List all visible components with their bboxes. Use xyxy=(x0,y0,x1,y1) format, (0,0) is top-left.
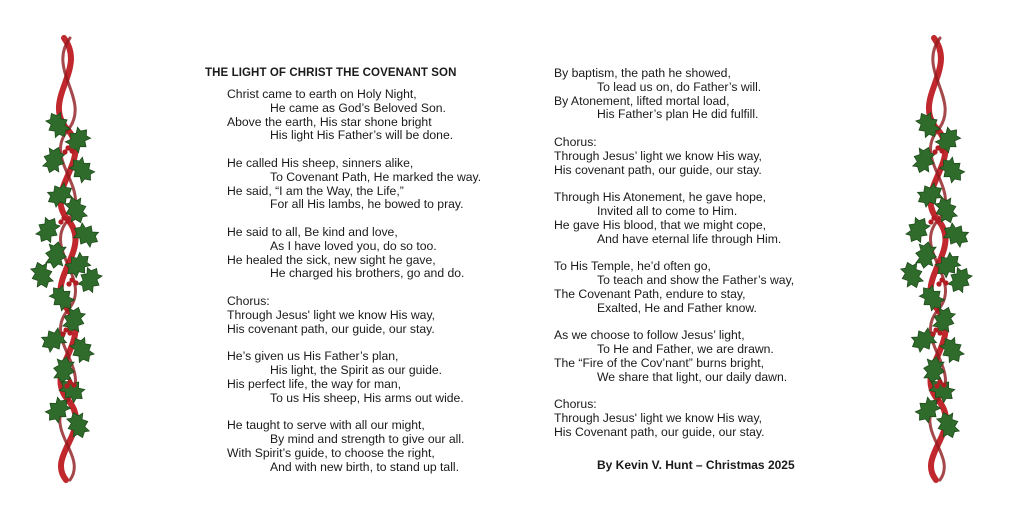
poem-line: His perfect life, the way for man, xyxy=(227,376,402,391)
poem-line: He healed the sick, new sight he gave, xyxy=(227,252,436,267)
berry-icon xyxy=(67,330,72,335)
poem-line: As I have loved you, do so too. xyxy=(270,238,437,253)
berry-icon xyxy=(60,331,65,336)
holly-leaf-icon xyxy=(910,144,939,176)
poem-column-right xyxy=(554,67,854,453)
poem-line: Through His Atonement, he gave hope, xyxy=(554,190,767,205)
poem-line: The Covenant Path, endure to stay, xyxy=(554,286,746,301)
poem-line: He said to all, Be kind and love, xyxy=(227,224,398,239)
poem-line: His covenant path, our guide, our stay. xyxy=(554,162,762,177)
berry-icon xyxy=(937,330,942,335)
berry-icon xyxy=(64,383,69,388)
berry-icon xyxy=(71,382,76,387)
poem-line: And have eternal life through Him. xyxy=(597,231,782,246)
poem-line: For all His lambs, he bowed to pray. xyxy=(270,197,464,212)
stanza xyxy=(554,67,854,122)
poem-line: His light, the Spirit as our guide. xyxy=(270,362,443,377)
stanza xyxy=(227,226,547,281)
poem-line: By Atonement, lifted mortal load, xyxy=(554,93,730,108)
chorus-label: Chorus: xyxy=(554,397,597,412)
stanza xyxy=(227,350,547,405)
stanza xyxy=(554,191,854,246)
holly-leaf-icon xyxy=(902,213,933,246)
stanza xyxy=(554,136,854,177)
poem-line: To Covenant Path, He marked the way. xyxy=(270,169,482,184)
poem-line: With Spirit’s guide, to choose the right, xyxy=(227,445,435,460)
poem-line: He said, “I am the Way, the Life,” xyxy=(227,183,404,198)
poem-byline: By Kevin V. Hunt – Christmas 2025 xyxy=(597,458,795,472)
poem-line: To teach and show the Father’s way, xyxy=(597,272,795,287)
berry-icon xyxy=(73,280,78,285)
chorus-label: Chorus: xyxy=(554,134,597,149)
poem-title: THE LIGHT OF CHRIST THE COVENANT SON xyxy=(205,67,457,79)
stanza xyxy=(554,398,854,439)
poem-line: Through Jesus' light we know His way, xyxy=(227,307,436,322)
berry-icon xyxy=(943,280,948,285)
poem-line: Above the earth, His star shone bright xyxy=(227,114,432,129)
berry-icon xyxy=(932,149,937,154)
holly-garland-right xyxy=(898,30,978,485)
poem-line: Through Jesus’ light we know His way, xyxy=(554,148,762,163)
berry-icon xyxy=(935,218,940,223)
poem-line: Christ came to earth on Holy Night, xyxy=(227,87,417,101)
poem-line: To His Temple, he’d often go, xyxy=(554,259,711,274)
poem-line: Invited all to come to Him. xyxy=(597,203,738,218)
holly-garland-left xyxy=(28,30,108,485)
holly-leaf-icon xyxy=(51,355,76,385)
poem-line: The “Fire of the Cov’nant” burns bright, xyxy=(554,355,764,370)
berry-icon xyxy=(65,218,70,223)
poem-line: To lead us on, do Father’s will. xyxy=(597,79,762,94)
holly-leaf-icon xyxy=(921,355,946,385)
poem-line: By baptism, the path he showed, xyxy=(554,66,731,80)
poem-line: And with new birth, to stand up tall. xyxy=(270,459,460,474)
berry-icon xyxy=(62,149,67,154)
poem-line: As we choose to follow Jesus’ light, xyxy=(554,328,745,343)
berry-icon xyxy=(58,219,63,224)
poem-line: His covenant path, our guide, our stay. xyxy=(227,321,435,336)
poem-line: His light His Father’s will be done. xyxy=(270,128,454,143)
berry-icon xyxy=(941,382,946,387)
stanza xyxy=(554,260,854,315)
berry-icon xyxy=(934,383,939,388)
poem-line: He taught to serve with all our might, xyxy=(227,418,425,433)
poem-line: We share that light, our daily dawn. xyxy=(597,369,788,384)
poem-line: He came as God’s Beloved Son. xyxy=(270,100,446,115)
chorus-label: Chorus: xyxy=(227,293,270,308)
stanza xyxy=(227,88,547,143)
poem-line: He gave His blood, that we might cope, xyxy=(554,217,767,232)
stanza xyxy=(227,295,547,336)
poem-line: Through Jesus' light we know His way, xyxy=(554,410,763,425)
berry-icon xyxy=(939,148,944,153)
poem-column-left xyxy=(227,88,547,488)
poem-line: By mind and strength to give our all. xyxy=(270,431,465,446)
berry-icon xyxy=(69,148,74,153)
poem-line: His Father’s plan He did fulfill. xyxy=(597,107,759,122)
stanza xyxy=(227,419,547,474)
poem-line: He called His sheep, sinners alike, xyxy=(227,155,414,170)
berry-icon xyxy=(66,281,71,286)
stanza xyxy=(227,157,547,212)
poem-line: To us His sheep, His arms out wide. xyxy=(270,390,464,405)
berry-icon xyxy=(930,331,935,336)
holly-leaf-icon xyxy=(32,213,63,246)
poem-line: He’s given us His Father’s plan, xyxy=(227,349,399,364)
poem-line: His Covenant path, our guide, our stay. xyxy=(554,424,765,439)
stanza xyxy=(554,329,854,384)
poem-line: He charged his brothers, go and do. xyxy=(270,266,465,281)
poem-line: To He and Father, we are drawn. xyxy=(597,341,774,356)
holly-leaf-icon xyxy=(40,144,69,176)
berry-icon xyxy=(936,281,941,286)
poem-line: Exalted, He and Father know. xyxy=(597,300,757,315)
berry-icon xyxy=(928,219,933,224)
